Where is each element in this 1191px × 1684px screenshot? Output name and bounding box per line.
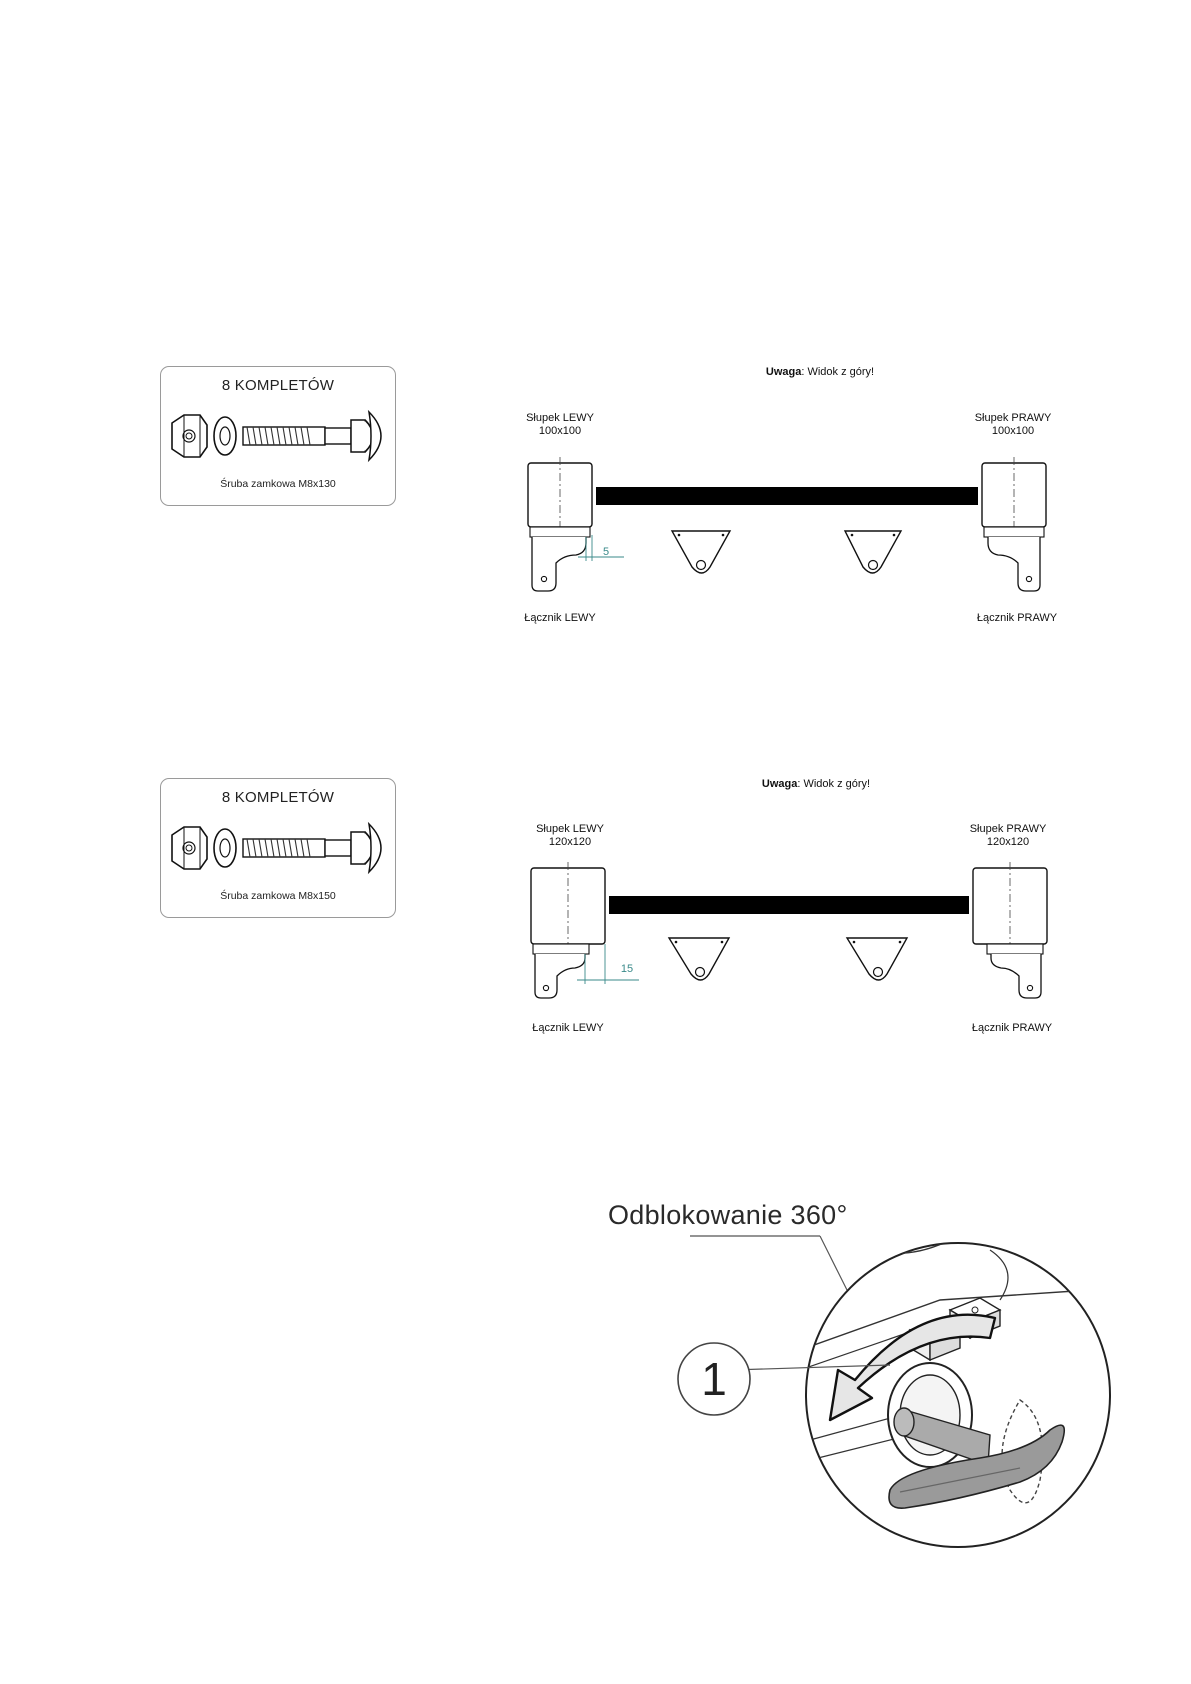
kit-title: 8 KOMPLETÓW	[221, 377, 335, 394]
kit-box-1	[160, 366, 396, 506]
right-post-name: Słupek PRAWY	[969, 823, 1047, 835]
carriage-bolt-icon	[243, 824, 381, 872]
right-connector-label: Łącznik PRAWY	[971, 1022, 1053, 1034]
left-post-label	[510, 412, 610, 438]
bolt-kit-illustration	[167, 819, 389, 879]
nut-icon	[172, 415, 207, 457]
left-post-label	[520, 823, 620, 849]
kit-caption: Śruba zamkowa M8x150	[220, 890, 336, 902]
right-post-label	[958, 412, 1068, 438]
note	[686, 778, 946, 790]
carriage-bolt-icon	[243, 412, 381, 460]
note-rest: : Widok z góry!	[797, 778, 871, 790]
note-bold: Uwaga	[765, 366, 802, 378]
kit-box-2	[160, 778, 396, 918]
washer-icon	[214, 417, 236, 455]
left-post-name: Słupek LEWY	[526, 412, 594, 424]
right-connector-label: Łącznik PRAWY	[976, 612, 1058, 624]
bolt-kit-illustration	[167, 407, 389, 467]
right-post-size: 120x120	[986, 836, 1030, 848]
callout-marker	[675, 1340, 753, 1418]
nut-icon	[172, 827, 207, 869]
note-bold: Uwaga	[761, 778, 798, 790]
unlock-title: Odblokowanie 360°	[608, 1200, 848, 1230]
left-connector-label: Łącznik LEWY	[524, 612, 596, 624]
left-post-size: 100x100	[538, 425, 582, 437]
left-post-size: 120x120	[548, 836, 592, 848]
left-connector	[535, 954, 585, 998]
right-post-name: Słupek PRAWY	[974, 412, 1052, 424]
washer-icon	[214, 829, 236, 867]
kit-caption: Śruba zamkowa M8x130	[220, 478, 336, 490]
right-connector	[991, 954, 1041, 998]
left-connector	[532, 537, 586, 591]
note	[690, 366, 950, 378]
cross-rail	[609, 896, 969, 914]
dimension-label: 15	[620, 963, 634, 975]
right-connector	[988, 537, 1040, 591]
callout-number: 1	[701, 1353, 727, 1405]
note-rest: : Widok z góry!	[801, 366, 875, 378]
cross-rail	[596, 487, 978, 505]
top-view-drawing-1	[520, 455, 1060, 595]
unlock-illustration	[690, 1230, 1130, 1560]
dimension-label: 5	[602, 546, 610, 558]
right-post-size: 100x100	[991, 425, 1035, 437]
top-view-drawing-2	[525, 862, 1065, 1002]
left-connector-label: Łącznik LEWY	[532, 1022, 604, 1034]
left-post-name: Słupek LEWY	[536, 823, 604, 835]
right-post-label	[953, 823, 1063, 849]
kit-title: 8 KOMPLETÓW	[221, 789, 335, 806]
